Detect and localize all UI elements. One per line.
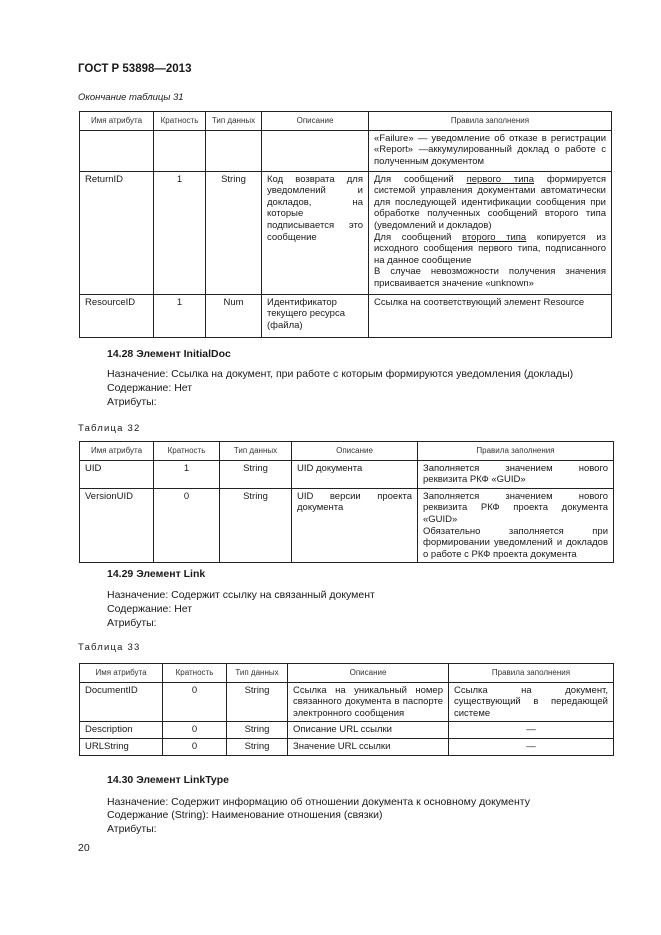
rules-para: Для сообщений второго типа копируется из исходного сообщения первого типа, подписанного на данное сообщение [374, 231, 607, 266]
cell-desc: Идентификатор текущего ресурса (файла) [262, 294, 369, 337]
cell-type: Num [206, 294, 262, 337]
cell-name: URLString [80, 738, 163, 755]
cell-desc: UID документа [292, 460, 418, 488]
table-row [80, 488, 614, 563]
cell-desc: UID версии проекта документа [292, 488, 418, 563]
rules-para: Обязательно заполняется при формировании уведомлений и докладов о работе с РКФ проекта документа [423, 525, 608, 560]
col-header: Имя атрибута [80, 442, 154, 461]
table-row [80, 171, 612, 294]
table33-header-row [80, 664, 614, 683]
table32 [79, 441, 614, 563]
table31 [79, 111, 612, 338]
col-header: Правила заполнения [449, 664, 614, 683]
cell-rules: — [449, 738, 614, 755]
section-content: Содержание: Нет [107, 382, 193, 394]
cell-type: String [206, 171, 262, 294]
cell-name: DocumentID [80, 682, 163, 722]
table31-caption: Окончание таблицы 31 [78, 92, 184, 103]
cell-name: ReturnID [80, 171, 154, 294]
cell-mult: 0 [154, 488, 220, 563]
document-header: ГОСТ Р 53898—2013 [78, 63, 192, 75]
cell-rules [418, 488, 614, 563]
section-purpose: Назначение: Содержит ссылку на связанный документ [107, 589, 375, 601]
cell-rules: Ссылка на документ, существующий в передающей системе [449, 682, 614, 722]
section-content: Содержание: Нет [107, 603, 193, 615]
col-header: Имя атрибута [80, 664, 163, 683]
cell-mult: 0 [163, 722, 227, 739]
col-header: Кратность [154, 112, 206, 131]
col-header: Описание [262, 112, 369, 131]
table-row [80, 294, 612, 337]
cell-type: String [227, 682, 288, 722]
col-header: Правила заполнения [369, 112, 612, 131]
table-row [80, 738, 614, 755]
col-header: Кратность [154, 442, 220, 461]
cell-mult: 0 [163, 738, 227, 755]
cell-mult: 1 [154, 460, 220, 488]
col-header: Описание [288, 664, 449, 683]
cell-rules [369, 171, 612, 294]
section-title: 14.30 Элемент LinkType [107, 774, 229, 786]
cell-name: Description [80, 722, 163, 739]
cell-mult: 0 [163, 682, 227, 722]
table-row [80, 460, 614, 488]
section-content: Содержание (String): Наименование отношения (связки) [107, 809, 383, 821]
cell-rules: Заполняется значением нового реквизита РКФ «GUID» [418, 460, 614, 488]
table32-header-row [80, 442, 614, 461]
col-header: Тип данных [220, 442, 292, 461]
section-attributes: Атрибуты: [107, 823, 157, 835]
section-purpose: Назначение: Содержит информацию об отношении документа к основному документу [107, 796, 530, 808]
cell-mult: 1 [154, 171, 206, 294]
table-row [80, 722, 614, 739]
cell-rules: «Failure» — уведомление об отказе в регистрации «Report» —аккумулированный доклад о работе с полученным документом [369, 130, 612, 171]
table32-caption: Таблица 32 [78, 423, 141, 434]
cell-desc: Код возврата для уведомлений и докладов, на которые подписывается это сообщение [262, 171, 369, 294]
col-header: Описание [292, 442, 418, 461]
cell-type: String [227, 722, 288, 739]
col-header: Кратность [163, 664, 227, 683]
table33 [79, 663, 614, 756]
cell-name: ResourceID [80, 294, 154, 337]
rules-para: Для сообщений первого типа формируется системой управления документами автоматически для последующей идентификации сообщения при обработке полученных сообщений второго типа (уведомлений и докладов) [374, 173, 606, 231]
table31-header-row [80, 112, 612, 131]
rules-para: В случае невозможности получения значения присваивается значение «unknown» [374, 266, 606, 289]
section-purpose: Назначение: Ссылка на документ, при работе с которым формируются уведомления (доклады) [107, 368, 574, 380]
table-row [80, 130, 612, 171]
col-header: Имя атрибута [80, 112, 154, 131]
cell-mult: 1 [154, 294, 206, 337]
cell-desc: Ссылка на уникальный номер связанного документа в паспорте электронного сообщения [288, 682, 449, 722]
cell-type: String [220, 488, 292, 563]
section-attributes: Атрибуты: [107, 617, 157, 629]
rules-para: Заполняется значением нового реквизита РКФ проекта документа «GUID» [423, 490, 608, 525]
cell-desc: Значение URL ссылки [288, 738, 449, 755]
col-header: Тип данных [206, 112, 262, 131]
cell-type: String [220, 460, 292, 488]
section-attributes: Атрибуты: [107, 396, 157, 408]
cell-name: UID [80, 460, 154, 488]
table-row [80, 682, 614, 722]
page-number: 20 [78, 842, 90, 854]
section-title: 14.29 Элемент Link [107, 568, 206, 580]
col-header: Тип данных [227, 664, 288, 683]
cell-type: String [227, 738, 288, 755]
underlined-term: второго типа [462, 231, 527, 243]
cell-rules: — [449, 722, 614, 739]
col-header: Правила заполнения [418, 442, 614, 461]
cell-name: VersionUID [80, 488, 154, 563]
table33-caption: Таблица 33 [78, 642, 141, 653]
cell-desc: Описание URL ссылки [288, 722, 449, 739]
cell-rules: Ссылка на соответствующий элемент Resource [369, 294, 612, 337]
section-title: 14.28 Элемент InitialDoc [107, 348, 231, 360]
underlined-term: первого типа [466, 173, 534, 185]
